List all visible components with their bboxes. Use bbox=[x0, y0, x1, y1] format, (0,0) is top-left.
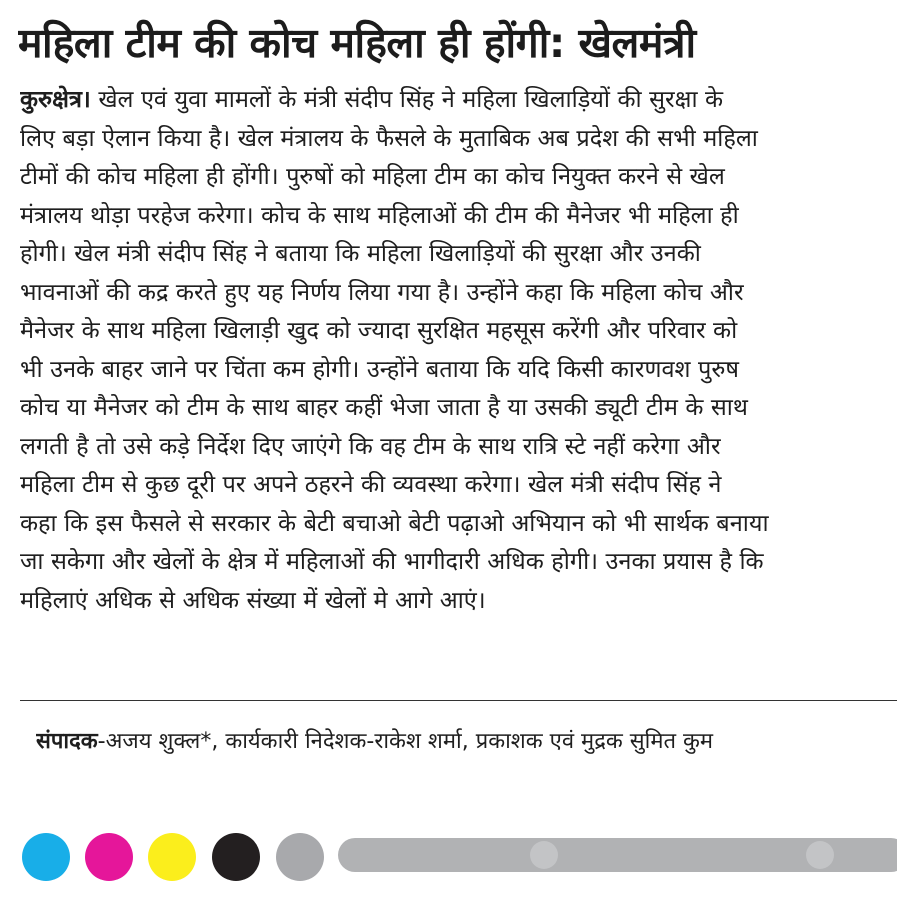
imprint-text: -अजय शुक्ल*, कार्यकारी निदेशक-राकेश शर्मा, प्रकाशक एवं मुद्रक सुमित कुम bbox=[97, 729, 714, 754]
article-line bbox=[20, 80, 886, 119]
article-line: महिला टीम से कुछ दूरी पर अपने ठहरने की व्यवस्था करेगा। खेल मंत्री संदीप सिंह ने bbox=[20, 470, 722, 498]
article-line: भी उनके बाहर जाने पर चिंता कम होगी। उन्होंने बताया कि यदि किसी कारणवश पुरुष bbox=[20, 354, 739, 383]
registration-bar bbox=[338, 838, 897, 872]
cyan-registration-swatch bbox=[22, 833, 70, 881]
imprint-line bbox=[36, 722, 897, 762]
registration-dot bbox=[806, 841, 834, 869]
divider bbox=[20, 700, 897, 701]
magenta-registration-swatch bbox=[85, 833, 133, 881]
article-line: मंत्रालय थोड़ा परहेज करेगा। कोच के साथ महिलाओं की टीम की मैनेजर भी महिला ही bbox=[20, 200, 739, 229]
editor-label: संपादक bbox=[36, 729, 98, 754]
registration-dot bbox=[530, 841, 558, 869]
article-line: जा सकेगा और खेलों के क्षेत्र में महिलाओं की भागीदारी अधिक होगी। उनका प्रयास है कि bbox=[20, 547, 764, 575]
article-line-text: खेल एवं युवा मामलों के मंत्री संदीप सिंह ने महिला खिलाड़ियों की सुरक्षा के bbox=[90, 85, 724, 113]
article-body bbox=[20, 80, 886, 619]
article-line: लगती है तो उसे कड़े निर्देश दिए जाएंगे कि वह टीम के साथ रात्रि स्टे नहीं करेगा और bbox=[20, 431, 721, 460]
article-line: महिलाएं अधिक से अधिक संख्या में खेलों मे आगे आएं। bbox=[20, 585, 486, 614]
article-line: भावनाओं की कद्र करते हुए यह निर्णय लिया गया है। उन्होंने कहा कि महिला कोच और bbox=[20, 277, 744, 306]
article-headline: महिला टीम की कोच महिला ही होंगी: खेलमंत्री bbox=[18, 19, 696, 67]
yellow-registration-swatch bbox=[148, 833, 196, 881]
gray-registration-swatch bbox=[276, 833, 324, 881]
article-line: मैनेजर के साथ महिला खिलाड़ी खुद को ज्यादा सुरक्षित महसूस करेंगी और परिवार को bbox=[20, 316, 738, 344]
black-registration-swatch bbox=[212, 833, 260, 881]
article-line: कहा कि इस फैसले से सरकार के बेटी बचाओ बेटी पढ़ाओ अभियान को भी सार्थक बनाया bbox=[20, 508, 769, 537]
article-line: टीमों की कोच महिला ही होंगी। पुरुषों को महिला टीम का कोच नियुक्त करने से खेल bbox=[20, 162, 725, 190]
article-line: कोच या मैनेजर को टीम के साथ बाहर कहीं भेजा जाता है या उसकी ड्यूटी टीम के साथ bbox=[20, 393, 748, 421]
dateline: कुरुक्षेत्र। bbox=[20, 85, 91, 113]
article-line: होगी। खेल मंत्री संदीप सिंह ने बताया कि महिला खिलाड़ियों की सुरक्षा और उनकी bbox=[20, 239, 701, 267]
article-line: लिए बड़ा ऐलान किया है। खेल मंत्रालय के फैसले के मुताबिक अब प्रदेश की सभी महिला bbox=[20, 123, 758, 152]
